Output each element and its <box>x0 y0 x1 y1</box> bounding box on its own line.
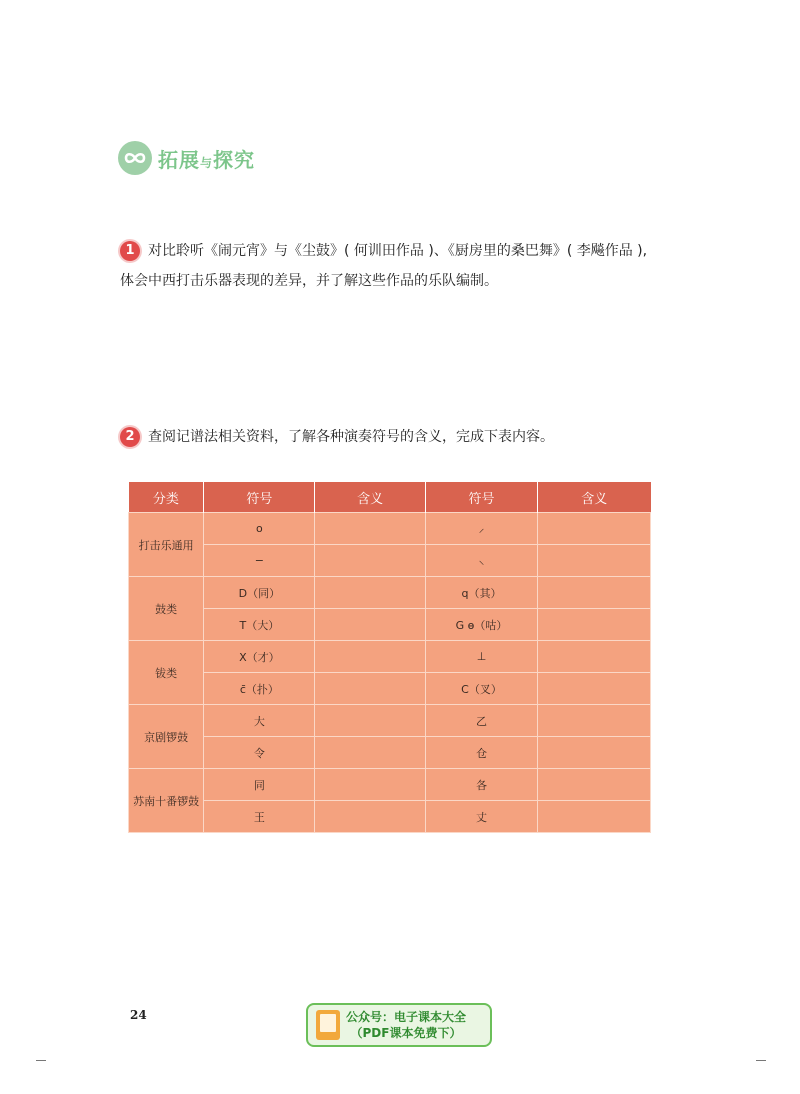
table-row <box>129 801 651 833</box>
section-title-main: 拓展 <box>158 147 200 172</box>
meaning-cell[interactable] <box>538 577 651 609</box>
section-infinity-icon <box>118 141 152 175</box>
section-title <box>158 144 255 173</box>
table-row <box>129 545 651 577</box>
symbol-cell: 乙 <box>425 705 537 737</box>
meaning-cell[interactable] <box>315 705 425 737</box>
task-item-2 <box>120 426 554 448</box>
meaning-cell[interactable] <box>538 705 651 737</box>
meaning-cell[interactable] <box>538 673 651 705</box>
meaning-cell[interactable] <box>538 545 651 577</box>
meaning-cell[interactable] <box>538 609 651 641</box>
header-meaning-2: 含义 <box>538 482 651 513</box>
symbol-cell: 同 <box>204 769 315 801</box>
table-row <box>129 737 651 769</box>
symbol-cell: T（大） <box>204 609 315 641</box>
section-title-small: 与 <box>200 155 214 170</box>
symbol-cell: 仓 <box>425 737 537 769</box>
symbol-cell: q（其） <box>425 577 537 609</box>
symbol-cell: 各 <box>425 769 537 801</box>
task-text-line1: 对比聆听《闹元宵》与《尘鼓》( 何训田作品 )、《厨房里的桑巴舞》( 李飚作品 ), <box>148 243 648 259</box>
watermark-text <box>346 1009 466 1041</box>
category-cell: 打击乐通用 <box>129 513 204 577</box>
task-text-line2: 体会中西打击乐器表现的差异，并了解这些作品的乐队编制。 <box>120 273 498 289</box>
table-row <box>129 513 651 545</box>
table-row <box>129 641 651 673</box>
crop-mark-left <box>36 1060 46 1061</box>
symbol-cell: G ɵ（咕） <box>425 609 537 641</box>
table-row <box>129 673 651 705</box>
symbol-cell: 丈 <box>425 801 537 833</box>
meaning-cell[interactable] <box>538 737 651 769</box>
table-row <box>129 609 651 641</box>
meaning-cell[interactable] <box>315 737 425 769</box>
symbol-cell: 大 <box>204 705 315 737</box>
category-cell: 钹类 <box>129 641 204 705</box>
header-category: 分类 <box>129 482 204 513</box>
section-header <box>118 138 255 178</box>
meaning-cell[interactable] <box>315 641 425 673</box>
meaning-cell[interactable] <box>538 769 651 801</box>
meaning-cell[interactable] <box>538 513 651 545</box>
symbol-cell: ⸜ <box>425 545 537 577</box>
header-symbol-1: 符号 <box>204 482 315 513</box>
symbol-cell: c̄（扑） <box>204 673 315 705</box>
meaning-cell[interactable] <box>315 513 425 545</box>
watermark-line1: 公众号：电子课本大全 <box>346 1010 467 1024</box>
symbol-cell: 令 <box>204 737 315 769</box>
section-title-end: 探究 <box>213 147 256 172</box>
table-header-row <box>129 482 651 513</box>
header-symbol-2: 符号 <box>425 482 537 513</box>
watermark-line2: （PDF课本免费下） <box>350 1026 462 1040</box>
meaning-cell[interactable] <box>315 609 425 641</box>
watermark-badge <box>306 1003 492 1047</box>
symbol-cell: ⸝ <box>425 513 537 545</box>
symbol-cell: C（叉） <box>425 673 537 705</box>
meaning-cell[interactable] <box>538 641 651 673</box>
symbol-cell: 王 <box>204 801 315 833</box>
symbol-cell: − <box>204 545 315 577</box>
task-number-badge: 1 <box>120 241 140 261</box>
task-text-line1: 查阅记谱法相关资料，了解各种演奏符号的含义，完成下表内容。 <box>148 429 554 445</box>
table-row <box>129 577 651 609</box>
page-number: 24 <box>130 1008 147 1022</box>
symbol-cell: o <box>204 513 315 545</box>
book-icon <box>316 1010 340 1040</box>
symbol-cell: ⊥ <box>425 641 537 673</box>
meaning-cell[interactable] <box>315 673 425 705</box>
meaning-cell[interactable] <box>315 769 425 801</box>
task-item-1 <box>120 240 680 292</box>
meaning-cell[interactable] <box>538 801 651 833</box>
symbol-cell: D（同） <box>204 577 315 609</box>
task-number-badge: 2 <box>120 427 140 447</box>
symbol-cell: X（才） <box>204 641 315 673</box>
meaning-cell[interactable] <box>315 545 425 577</box>
table-row <box>129 769 651 801</box>
category-cell: 京剧锣鼓 <box>129 705 204 769</box>
category-cell: 鼓类 <box>129 577 204 641</box>
meaning-cell[interactable] <box>315 801 425 833</box>
category-cell: 苏南十番锣鼓 <box>129 769 204 833</box>
notation-symbol-table <box>128 482 651 833</box>
header-meaning-1: 含义 <box>315 482 425 513</box>
crop-mark-right <box>756 1060 766 1061</box>
meaning-cell[interactable] <box>315 577 425 609</box>
table-row <box>129 705 651 737</box>
